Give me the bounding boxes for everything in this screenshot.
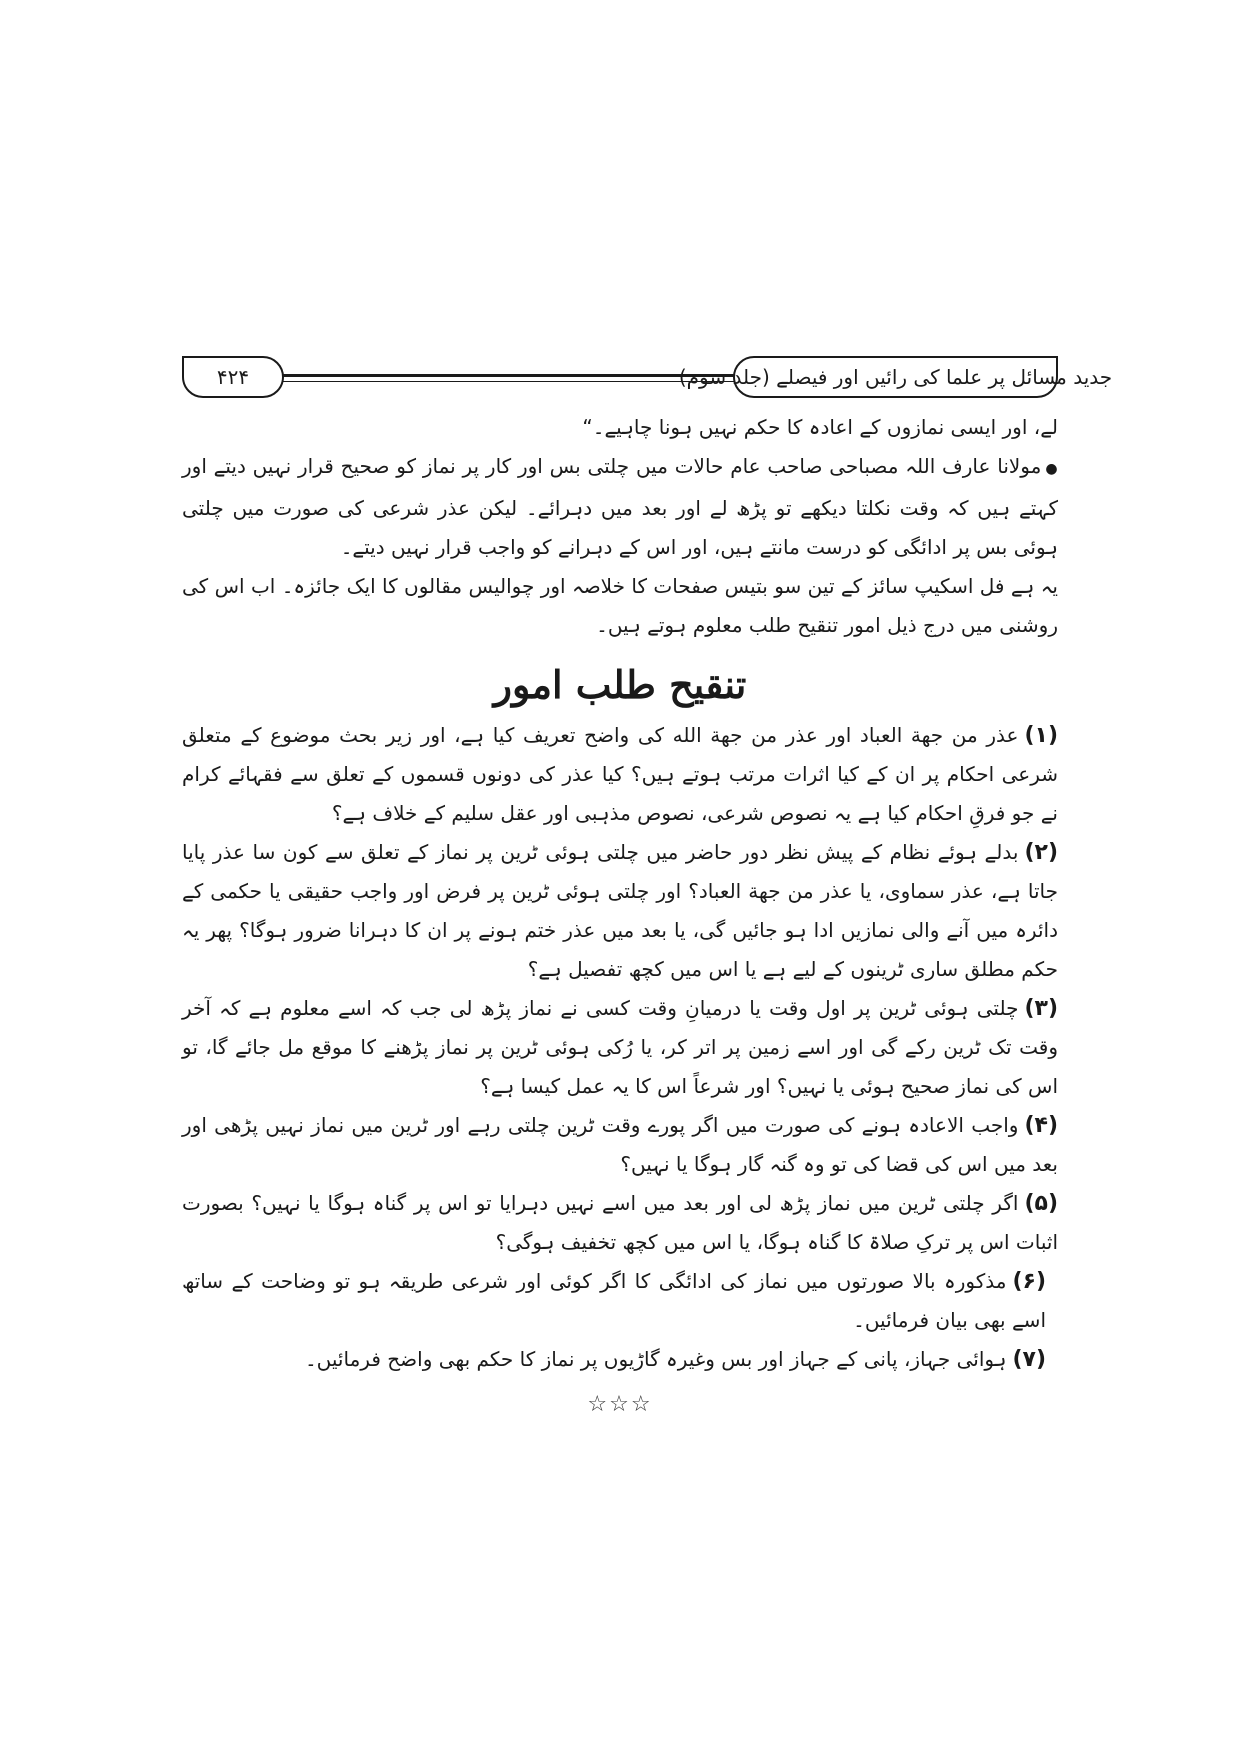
question-number: (۵): [1024, 1191, 1058, 1216]
question-number: (۷): [1012, 1347, 1046, 1372]
running-header: [182, 356, 1113, 400]
question-number: (۴): [1024, 1113, 1058, 1138]
question-number: (۳): [1024, 996, 1058, 1021]
question-text: چلتی ہوئی ٹرین پر اول وقت یا درمیانِ وقت کسی نے نماز پڑھ لی جب کہ اسے معلوم ہے کہ آخر وقت تک ٹرین رکے گی اور اسے زمین پر اتر کر، یا رُکی ہوئی ٹرین پر نماز پڑھنے کا موقع مل جائے گا، تو اس کی نماز صحیح ہوئی یا نہیں؟ اور شرعاً اس کا یہ عمل کیسا ہے؟: [182, 996, 1058, 1098]
header-rule: [282, 374, 735, 377]
question-number: (۶): [1012, 1269, 1046, 1294]
question-text: مذکورہ بالا صورتوں میں نماز کی ادائگی کا اگر کوئی اور شرعی طریقہ ہو تو وضاحت کے ساتھ اسے بھی بیان فرمائیں۔: [182, 1269, 1046, 1332]
page-number: ۴۲۴: [216, 365, 250, 389]
question-text: اگر چلتی ٹرین میں نماز پڑھ لی اور بعد میں اسے نہیں دہرایا تو اس پر گناہ ہوگا یا نہیں؟ بصورت اثبات اس پر ترکِ صلاۃ کا گناہ ہوگا، یا اس میں کچھ تخفیف ہوگی؟: [182, 1191, 1058, 1254]
bullet-paragraph: [182, 447, 1058, 567]
question-item: [182, 716, 1058, 833]
question-number: (۱): [1024, 723, 1058, 748]
question-item: [182, 1184, 1058, 1262]
question-item: [182, 833, 1058, 989]
question-text: ہوائی جہاز، پانی کے جہاز اور بس وغیرہ گاڑیوں پر نماز کا حکم بھی واضح فرمائیں۔: [304, 1347, 1007, 1371]
summary-paragraph: یہ ہے فل اسکیپ سائز کے تین سو بتیس صفحات کا خلاصہ اور چوالیس مقالوں کا ایک جائزہ۔ اب اس کی روشنی میں درج ذیل امور تنقیح طلب معلوم ہوتے ہیں۔: [182, 574, 1058, 637]
question-item: [182, 1340, 1058, 1379]
question-item: [182, 989, 1058, 1106]
book-title-box: [678, 356, 1113, 398]
continuation-line: لے، اور ایسی نمازوں کے اعادہ کا حکم نہیں ہونا چاہیے۔“: [582, 415, 1058, 439]
question-number: (۲): [1024, 840, 1058, 865]
question-item: [182, 1106, 1058, 1184]
section-heading: تنقیح طلب امور: [493, 662, 747, 707]
header-rule-thin: [282, 381, 735, 382]
book-title: جدید مسائل پر علما کی رائیں اور فیصلے (جلد سوم): [678, 365, 1113, 389]
end-ornament: ☆☆☆: [587, 1392, 653, 1417]
question-text: واجب الاعادہ ہونے کی صورت میں اگر پورے وقت ٹرین چلتی رہے اور ٹرین میں نماز نہیں پڑھی اور بعد میں اس کی قضا کی تو وہ گنہ گار ہوگا یا نہیں؟: [182, 1113, 1058, 1176]
question-item: [182, 1262, 1058, 1340]
bullet-paragraph-text: مولانا عارف اللہ مصباحی صاحب عام حالات میں چلتی بس اور کار پر نماز کو صحیح قرار نہیں دیتے اور کہتے ہیں کہ وقت نکلتا دیکھے تو پڑھ لے اور بعد میں دہرائے۔ لیکن عذر شرعی کی صورت میں چلتی ہوئی بس پر ادائگی کو درست مانتے ہیں، اور اس کے دہرانے کو واجب قرار نہیں دیتے۔: [182, 454, 1058, 559]
question-text: بدلے ہوئے نظام کے پیش نظر دور حاضر میں چلتی ہوئی ٹرین پر نماز کے تعلق سے کون سا عذر پایا جاتا ہے، عذر سماوی، یا عذر من جهة العباد؟ اور چلتی ہوئی ٹرین پر فرض اور واجب حقیقی یا حکمی کے دائرہ میں آنے والی نمازیں ادا ہو جائیں گی، یا بعد میں عذر ختم ہونے پر ان کا دہرانا ضرور ہوگا؟ پھر یہ حکم مطلق ساری ٹرینوں کے لیے ہے یا اس میں کچھ تفصیل ہے؟: [182, 840, 1058, 981]
question-text: عذر من جهة العباد اور عذر من جهة الله کی واضح تعریف کیا ہے، اور زیر بحث موضوع کے متعلق شرعی احکام پر ان کے کیا اثرات مرتب ہوتے ہیں؟ کیا عذر کی دونوں قسموں کے تعلق سے فقہائے کرام نے جو فرقِ احکام کیا ہے یہ نصوص شرعی، نصوص مذہبی اور عقل سلیم کے خلاف ہے؟: [182, 723, 1058, 825]
page-number-box: [182, 356, 284, 398]
bullet-icon: ●: [1045, 461, 1059, 477]
page-content: [182, 408, 1058, 1424]
